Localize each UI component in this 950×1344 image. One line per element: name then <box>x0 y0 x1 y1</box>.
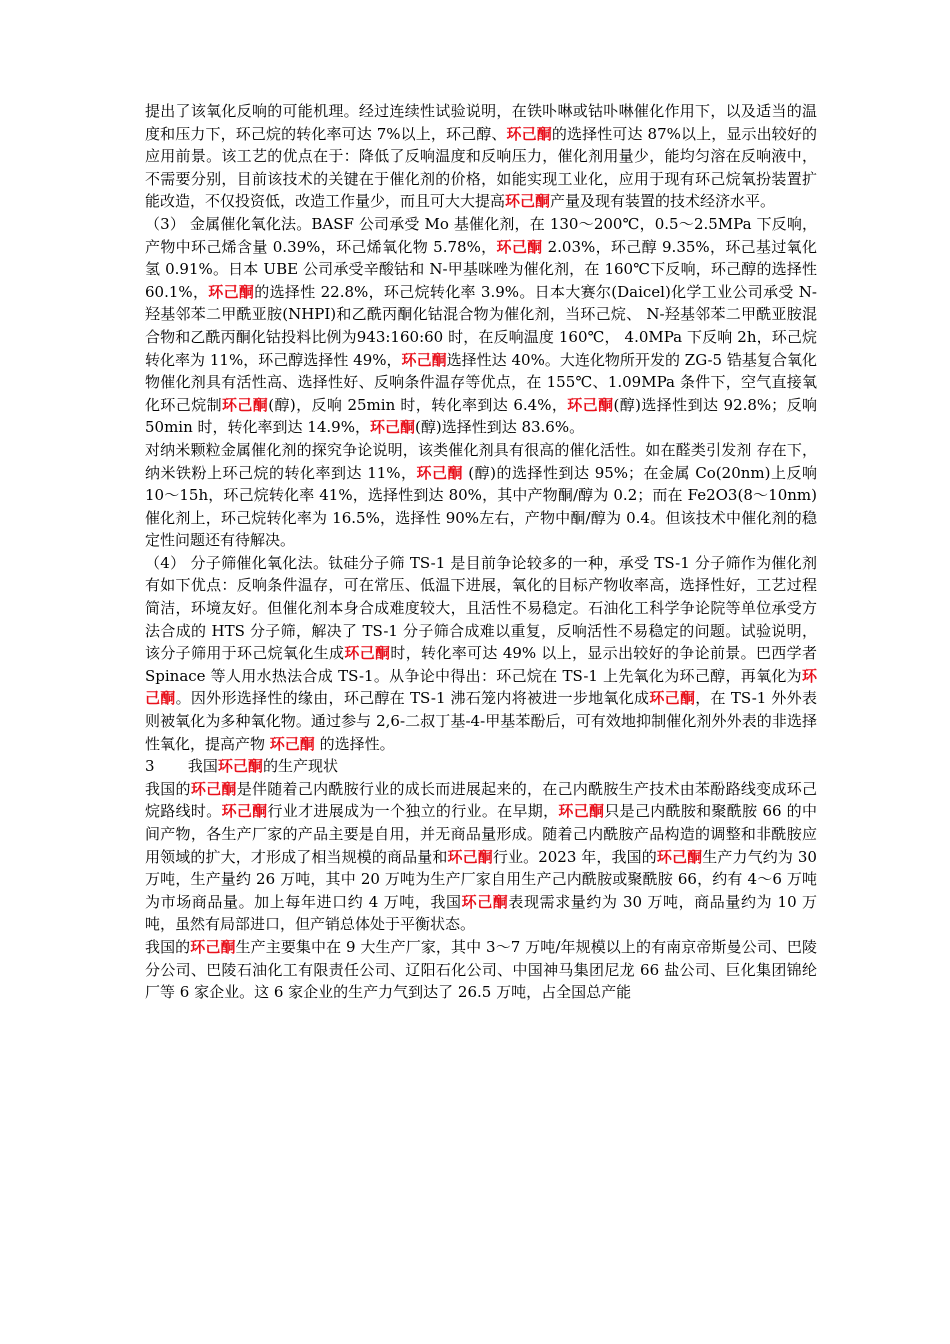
highlighted-term: 环己酮 <box>269 734 315 753</box>
text-run: 生产力气约为 30 万吨，生产量约 26 万吨，其中 20 万吨为生产厂家自用生产己内酰胺或聚酰胺 66，约有 4～6 万吨为市场商品量。加上每年进口约 4 万吨，我国 <box>145 847 817 911</box>
highlighted-term: 环己酮 <box>222 395 269 414</box>
highlighted-term: 环己酮 <box>145 666 817 708</box>
text-run: 的选择性可达 87%以上，显示出较好的应用前景。该工艺的优点在于：降低了反响温度和反响压力，催化剂用量少，能均匀溶在反响液中，不需要分别，目前该技术的关键在于催化剂的价格，如能实现工业化，应用于现有环己烷氧扮装置扩能改造，不仅投资低，改造工作量少，而且可大大提高 <box>145 124 817 211</box>
section-heading-production-status <box>145 755 817 778</box>
highlighted-term: 环己酮 <box>558 802 605 821</box>
highlighted-term: 环己酮 <box>401 350 447 369</box>
text-run: 的选择性。 <box>314 734 395 753</box>
text-run: 生产主要集中在 9 大生产厂家，其中 3～7 万吨/年规模以上的有南京帝斯曼公司、巴陵分公司、巴陵石油化工有限责任公司、辽阳石化公司、中国神马集团尼龙 66 盐公司、巨化集团锦纶厂等 6 家企业。这 6 家企业的生产力气到达了 26.5 万吨，占全国总产能 <box>145 937 817 1002</box>
highlighted-term: 环己酮 <box>369 418 415 437</box>
text-run: 。因外形选择性的缘由，环己醇在 TS-1 沸石笼内将被进一步地氧化成 <box>175 689 650 708</box>
text-run: (醇)选择性到达 92.8%；反响 50min 时，转化率到达 14.9%， <box>145 395 817 437</box>
highlighted-term: 环己酮 <box>190 779 237 798</box>
highlighted-term: 环己酮 <box>567 395 614 414</box>
text-run: (醇)，反响 25min 时，转化率到达 6.4%， <box>268 395 568 414</box>
paragraph-molecular-sieve <box>145 552 817 755</box>
text-run: 3 我国 <box>145 757 218 776</box>
text-run: 我国的 <box>145 937 191 956</box>
text-run: 我国的 <box>145 779 191 798</box>
text-run: 对纳米颗粒金属催化剂的探究争论说明，该类催化剂具有很高的催化活性。如在醛类引发剂 存在下，纳米铁粉上环己烷的转化率到达 11%， <box>145 440 817 482</box>
text-run: 只是己内酰胺和聚酰胺 66 的中间产物，各生产厂家的产品主要是自用，并无商品量形成。随着己内酰胺产品构造的调整和非酰胺应用领域的扩大，才形成了相当规模的商品量和 <box>145 802 817 866</box>
text-run: 2.03%，环己醇 9.35%，环己基过氧化氢 0.91%。日本 UBE 公司承受辛酸钴和 N-甲基咪唑为催化剂，在 160℃下反响，环己醇的选择性 60.1%， <box>145 237 817 301</box>
text-run: ，在 TS-1 外外表则被氧化为多种氧化物。通过参与 2,6-二叔丁基-4-甲基苯酚后，可有效地抑制催化剂外外表的非选择性氧化，提高产物 <box>145 689 817 753</box>
paragraph-metal-catalysis <box>145 213 817 439</box>
text-run: 是伴随着己内酰胺行业的成长而进展起来的，在己内酰胺生产技术由苯酚路线变成环己烷路线时。 <box>145 779 817 821</box>
highlighted-term: 环己酮 <box>344 644 391 663</box>
text-run: (醇)选择性到达 83.6%。 <box>414 418 585 437</box>
paragraph-industry-history <box>145 778 817 936</box>
text-run: 时，转化率可达 49% 以上，显示出较好的争论前景。巴西学者 Spinace 等人用水热法合成 TS-1。从争论中得出：环己烷在 TS-1 上先氧化为环己醇，再氧化为 <box>145 644 817 685</box>
highlighted-term: 环己酮 <box>190 937 236 956</box>
text-run: （4） 分子筛催化氧化法。钛硅分子筛 TS-1 是目前争论较多的一种，承受 TS-1 分子筛作为催化剂有如下优点：反响条件温存，可在常压、低温下进展，氧化的目标产物收率高，选择性好，工艺过程简洁，环境友好。但催化剂本身合成难度较大，且活性不易稳定。石油化工科学争论院等单位承受方法合成的 HTS 分子筛，解决了 TS-1 分子筛合成难以重复，反响活性不易稳定的问题。试验说明，该分子筛用于环己烷氧化生成 <box>145 553 817 663</box>
text-run: 的选择性 22.8%，环己烷转化率 3.9%。日本大赛尔(Daicel)化学工业公司承受 N-羟基邻苯二甲酰亚胺(NHPI)和乙酰丙酮化钴混合物为催化剂，当环己烷、 N-羟基邻苯二甲酰亚胺混合物和乙酰丙酮化钴投料比例为943:160:60 时，在反响温度 160℃， 4.0MPa 下反响 2h，环己烷转化率为 11%，环己醇选择性 49%， <box>145 282 817 369</box>
text-run: 提出了该氧化反响的可能机理。经过连续性试验说明，在铁卟啉或钴卟啉催化作用下，以及适当的温度和压力下，环己烷的转化率可达 7%以上，环己醇、 <box>145 102 817 143</box>
highlighted-term: 环己酮 <box>447 847 493 866</box>
highlighted-term: 环己酮 <box>649 689 696 708</box>
highlighted-term: 环己酮 <box>461 892 509 911</box>
highlighted-term: 环己酮 <box>656 847 703 866</box>
highlighted-term: 环己酮 <box>506 124 552 143</box>
text-run: 行业。2023 年，我国的 <box>492 847 657 866</box>
highlighted-term: 环己酮 <box>416 463 464 482</box>
paragraph-nanoparticle-catalysts <box>145 439 817 552</box>
text-run: 产量及现有装置的技术经济水平。 <box>550 192 776 211</box>
text-run: 选择性达 40%。大连化物所开发的 ZG-5 锆基复合氧化物催化剂具有活性高、选择性好、反响条件温存等优点，在 155℃、1.09MPa 条件下，空气直接氧化环己烷制 <box>145 350 817 414</box>
document-body <box>145 100 817 1004</box>
highlighted-term: 环己酮 <box>496 237 543 256</box>
highlighted-term: 环己酮 <box>208 282 255 301</box>
highlighted-term: 环己酮 <box>217 757 263 776</box>
paragraph-mechanism <box>145 100 817 213</box>
text-run: 的生产现状 <box>262 757 338 776</box>
text-run: (醇)的选择性到达 95%；在金属 Co(20nm)上反响 10～15h，环己烷转化率 41%，选择性到达 80%，其中产物酮/醇为 0.2；而在 Fe2O3(8～10nm)催化剂上，环己烷转化率为 16.5%，选择性 90%左右，产物中酮/醇为 0.4。但该技术中催化剂的稳定性问题还有待解决。 <box>145 463 817 550</box>
text-run: （3） 金属催化氧化法。BASF 公司承受 Mo 基催化剂，在 130～200℃，0.5～2.5MPa 下反响，产物中环己烯含量 0.39%，环己烯氧化物 5.78%， <box>145 214 817 256</box>
text-run: 表现需求量约为 30 万吨，商品量约为 10 万吨，虽然有局部进口，但产销总体处于平衡状态。 <box>145 892 817 934</box>
paragraph-major-producers <box>145 936 817 1004</box>
text-run: 行业才进展成为一个独立的行业。在早期， <box>267 802 559 821</box>
highlighted-term: 环己酮 <box>505 192 551 211</box>
highlighted-term: 环己酮 <box>221 802 268 821</box>
